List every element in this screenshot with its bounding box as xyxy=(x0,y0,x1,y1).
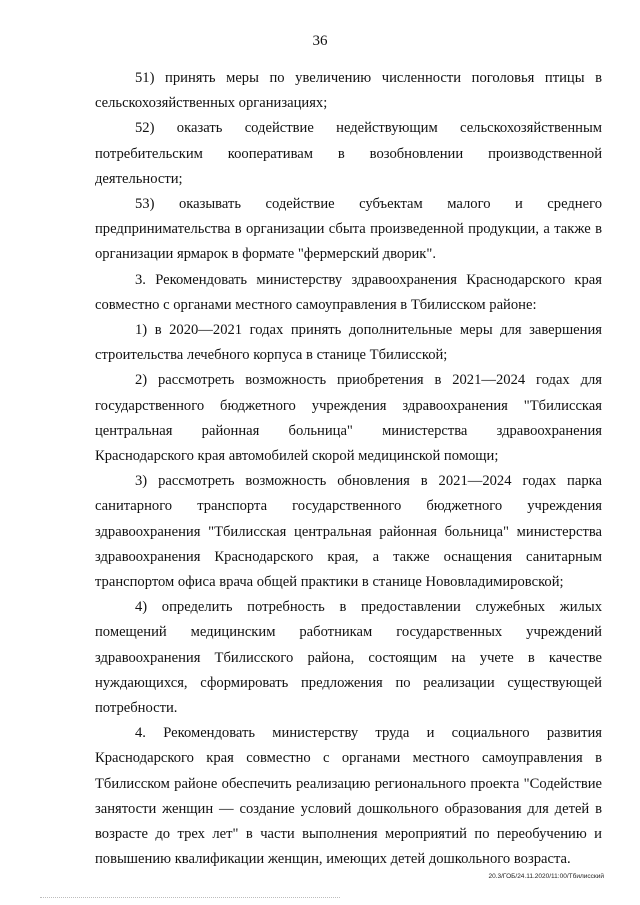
paragraph-section-4: 4. Рекомендовать министерству труда и социального развития Краснодарского края совместно с органами местного самоуправления в Тбилисском районе обеспечить реализацию регионального проекта "Содействие занятости женщин — создание условий дошкольного образования для детей в возрасте до трех лет" в части выполнения мероприятий по переобучению и повышению квалификации женщин, имеющих детей дошкольного возраста. xyxy=(95,725,602,868)
page-number: 36 xyxy=(312,33,328,49)
paragraph-subitem-1: 1) в 2020—2021 годах принять дополнительные меры для завершения строительства лечебного корпуса в станице Тбилисской; xyxy=(95,322,602,364)
paragraph-subitem-4: 4) определить потребность в предоставлении служебных жилых помещений медицинским работникам государственных учреждений здравоохранения Тбилисского района, состоящим на учете в качестве нуждающихся, сформировать предложения по реализации существующей потребности. xyxy=(95,599,602,717)
document-body xyxy=(95,66,602,873)
paragraph-subitem-3: 3) рассмотреть возможность обновления в 2021—2024 годах парка санитарного транспорта государственного бюджетного учреждения здравоохранения "Тбилисская центральная районная больница" министерства здравоохранения Краснодарского края, а также оснащения санитарным транспортом офиса врача общей практики в станице Нововладимировской; xyxy=(95,473,602,591)
paragraph-section-3: 3. Рекомендовать министерству здравоохранения Краснодарского края совместно с органами местного самоуправления в Тбилисском районе: xyxy=(95,271,602,313)
paragraph-item-51: 51) принять меры по увеличению численности поголовья птицы в сельскохозяйственных организациях; xyxy=(95,70,602,112)
paragraph-item-52: 52) оказать содействие недействующим сельскохозяйственным потребительским кооперативам в возобновлении производственной деятельности; xyxy=(95,120,602,187)
paragraph-item-53: 53) оказывать содействие субъектам малого и среднего предпринимательства в организации сбыта произведенной продукции, а также в организации ярмарок в формате "фермерский дворик". xyxy=(95,196,602,263)
document-registration-stamp: 20.3/ГОБ/24.11.2020/11:00/Тбилисский xyxy=(488,873,604,880)
scan-edge-divider xyxy=(40,897,340,898)
paragraph-subitem-2: 2) рассмотреть возможность приобретения в 2021—2024 годах для государственного бюджетного учреждения здравоохранения "Тбилисская центральная районная больница" министерства здравоохранения Краснодарского края автомобилей скорой медицинской помощи; xyxy=(95,372,602,465)
